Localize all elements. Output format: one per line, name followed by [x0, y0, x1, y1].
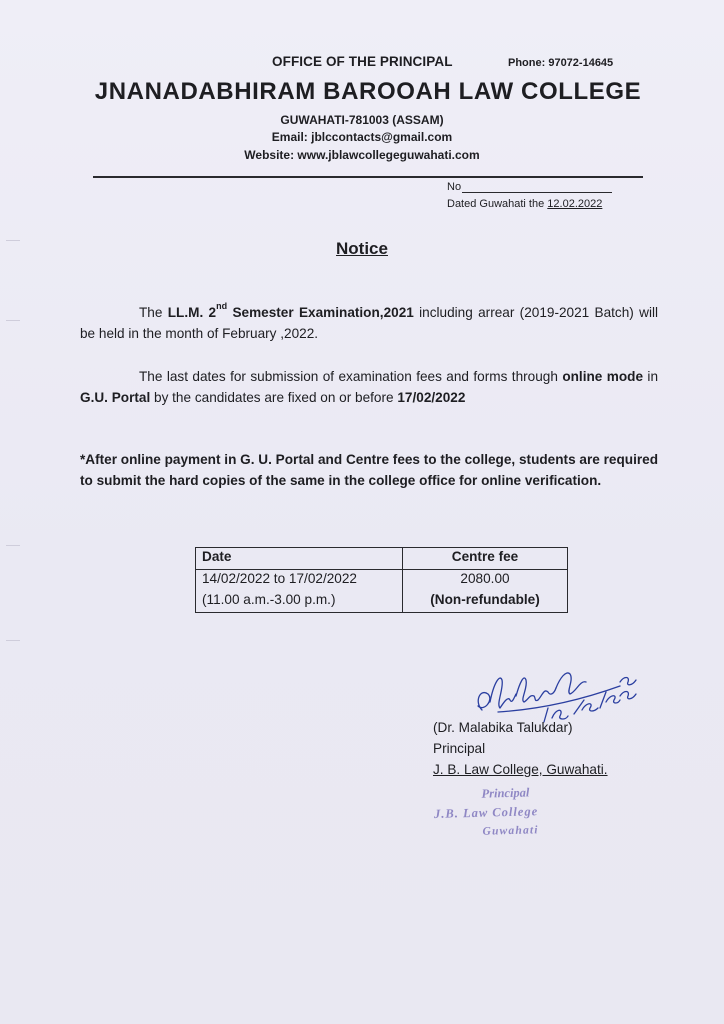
college-email: Email: jblccontacts@gmail.com: [271, 130, 453, 144]
p2-portal: G.U. Portal: [80, 389, 151, 405]
college-address: GUWAHATI-781003 (ASSAM): [280, 113, 444, 127]
table-cell-fee-amount: 2080.00: [403, 570, 568, 592]
principal-signature: [470, 652, 645, 727]
reference-number-blank: [462, 182, 612, 193]
stamp-line-2: J.B. Law College: [433, 804, 539, 821]
signatory-title: Principal: [433, 741, 486, 756]
scan-mark: [6, 320, 20, 321]
table-cell-time-range: (11.00 a.m.-3.00 p.m.): [196, 591, 403, 613]
p1-rest: including arrear (2019-2021 Batch) will be held in the month of February ,2022.: [80, 305, 659, 341]
reference-number: [447, 181, 612, 193]
college-name: JNANADABHIRAM BAROOAH LAW COLLEGE: [94, 78, 642, 105]
header-divider: [93, 176, 643, 178]
notice-paragraph-3: *After online payment in G. U. Portal and Centre fees to the college, students are required to submit the hard copies of the same in the college office for online verification.: [80, 452, 658, 488]
table-header-fee: Centre fee: [403, 548, 568, 570]
dated-line: [447, 198, 602, 210]
signatory-name: (Dr. Malabika Talukdar): [433, 720, 573, 735]
p2-text-2: by the candidates are fixed on or before: [150, 389, 398, 405]
notice-paragraph-2: [80, 367, 658, 408]
p2-text: The last dates for submission of examination fees and forms through: [139, 369, 563, 384]
stamp-line-1: Principal: [481, 785, 530, 801]
p2-deadline: 17/02/2022: [397, 389, 466, 405]
dated-prefix: Dated Guwahati the: [447, 198, 548, 210]
reference-number-label: No: [447, 181, 462, 193]
phone-number: Phone: 97072-14645: [508, 57, 614, 69]
notice-title: Notice: [336, 239, 388, 258]
p2-online-mode: online mode: [562, 369, 644, 384]
table-row: [196, 591, 568, 613]
p2-in: in: [643, 369, 659, 384]
college-website: Website: www.jblawcollegeguwahati.com: [244, 148, 480, 162]
table-cell-date-range: 14/02/2022 to 17/02/2022: [196, 570, 403, 592]
scan-mark: [6, 545, 20, 546]
notice-paragraph-1: [80, 303, 658, 344]
table-header-date: Date: [196, 548, 403, 570]
p1-text: The: [139, 305, 168, 320]
scan-mark: [6, 640, 20, 641]
stamp-line-3: Guwahati: [482, 824, 539, 838]
fee-table: [195, 547, 568, 613]
table-header-row: [196, 548, 568, 570]
p1-course: LL.M. 2: [167, 305, 217, 320]
signatory-college: J. B. Law College, Guwahati.: [433, 762, 608, 777]
dated-value: 12.02.2022: [547, 198, 603, 210]
p1-superscript: nd: [216, 301, 228, 312]
table-cell-fee-note: (Non-refundable): [403, 591, 568, 613]
office-heading: OFFICE OF THE PRINCIPAL: [272, 54, 453, 69]
p1-exam: Semester Examination,2021: [227, 305, 414, 320]
principal-stamp: [433, 782, 584, 843]
table-row: [196, 570, 568, 592]
